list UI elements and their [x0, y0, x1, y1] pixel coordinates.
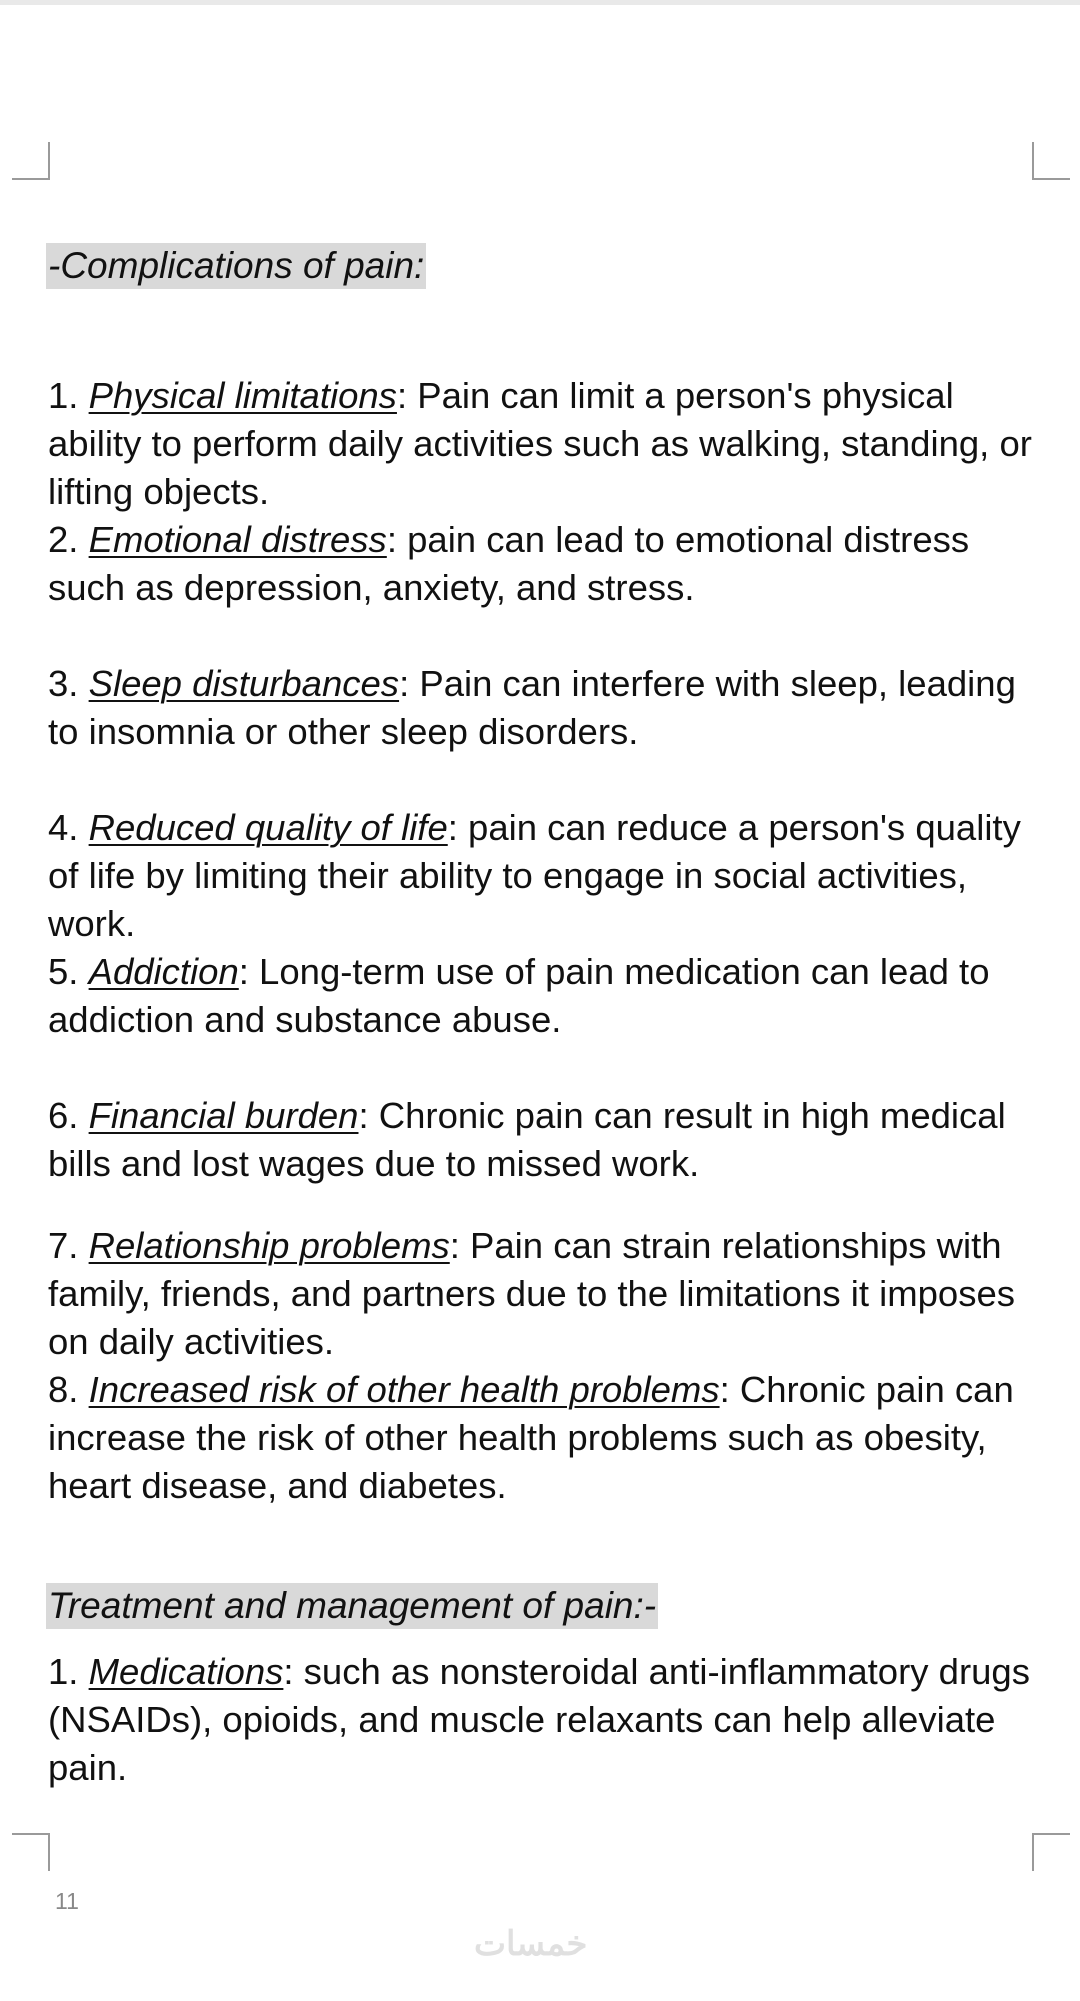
list-item: 5. Addiction: Long-term use of pain medication can lead to addiction and substance abuse. [48, 951, 990, 1040]
list-item: 1. Medications: such as nonsteroidal anti-inflammatory drugs (NSAIDs), opioids, and muscle relaxants can help alleviate pain. [48, 1651, 1030, 1788]
list-item-term: Sleep disturbances [88, 663, 400, 704]
list-item: 2. Emotional distress: pain can lead to emotional distress such as depression, anxiety, and stress. [48, 519, 970, 608]
watermark-logo: خمسات [474, 1925, 588, 1963]
treatment-heading: Treatment and management of pain:- [46, 1583, 658, 1629]
corner-mark-top-left [12, 142, 50, 180]
list-item: 6. Financial burden: Chronic pain can result in high medical bills and lost wages due to missed work. [48, 1095, 1006, 1184]
complications-heading: -Complications of pain: [46, 243, 426, 289]
page-number: 11 [55, 1888, 79, 1914]
top-strip [0, 0, 1080, 5]
page-content [48, 238, 1048, 1792]
list-item: 4. Reduced quality of life: pain can reduce a person's quality of life by limiting their ability to engage in social activities, work. [48, 807, 1021, 944]
corner-mark-bottom-right [1032, 1833, 1070, 1871]
list-item-term: Medications [88, 1651, 284, 1692]
list-item: 3. Sleep disturbances: Pain can interfere with sleep, leading to insomnia or other sleep disorders. [48, 663, 1016, 752]
list-item-term: Physical limitations [88, 375, 397, 416]
list-item-term: Increased risk of other health problems [88, 1369, 720, 1410]
list-item-term: Financial burden [88, 1095, 359, 1136]
list-item-term: Reduced quality of life [88, 807, 448, 848]
list-item: 8. Increased risk of other health problems: Chronic pain can increase the risk of other health problems such as obesity, heart disease, and diabetes. [48, 1369, 1014, 1506]
list-item: 1. Physical limitations: Pain can limit a person's physical ability to perform daily activities such as walking, standing, or lifting objects. [48, 375, 1032, 512]
list-item: 7. Relationship problems: Pain can strain relationships with family, friends, and partners due to the limitations it imposes on daily activities. [48, 1225, 1016, 1362]
list-item-term: Emotional distress [88, 519, 387, 560]
list-item-term: Addiction [88, 951, 239, 992]
corner-mark-top-right [1032, 142, 1070, 180]
corner-mark-bottom-left [12, 1833, 50, 1871]
list-item-term: Relationship problems [88, 1225, 450, 1266]
